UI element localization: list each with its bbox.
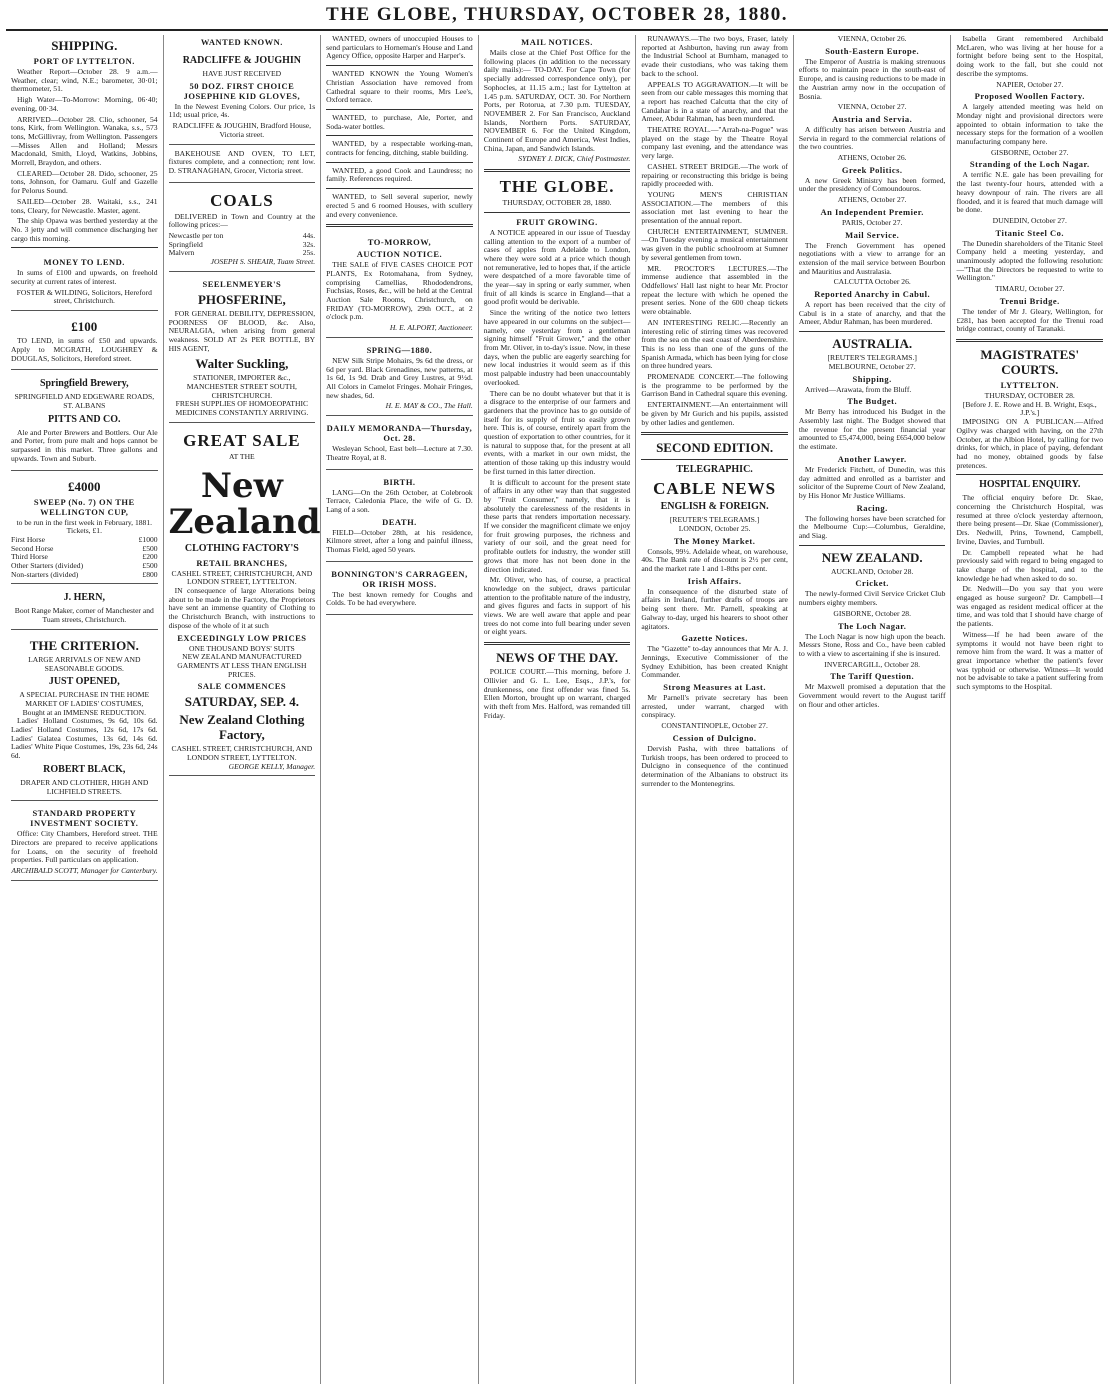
divider xyxy=(799,331,946,332)
prize-label: Second Horse xyxy=(11,543,54,553)
prize-label: Third Horse xyxy=(11,552,48,562)
cricket-title: Cricket. xyxy=(855,578,889,589)
death-text: FIELD—October 28th, at his residence, Kilmore street, after a long and painful illness, Thomas Field, aged 50 years. xyxy=(326,527,473,555)
budget-text: Mr Berry has introduced his Budget in the Assembly last night. The Budget showed that the revenue for the present financial year amounted to £5,474,000, being £654,000 below the estimate. xyxy=(798,407,946,452)
nz-title: NEW ZEALAND. xyxy=(821,549,923,565)
divider xyxy=(956,474,1103,475)
prize-value: £500 xyxy=(142,561,158,571)
cabul-title: Reported Anarchy in Cabul. xyxy=(814,289,931,300)
prize-value: £800 xyxy=(142,569,158,579)
article-paragraph: Mr. Oliver, who has, of course, a practical knowledge on the subject, draws particular attention to the profitable nature of the industry, and gives figures and facts in support of his views. We are well aware that apple and pear trees do not come into full bearing under seven or eight years. xyxy=(483,575,631,637)
suckling-title: Walter Suckling, xyxy=(195,356,289,372)
divider xyxy=(326,224,473,227)
london-date: LONDON, October 25. xyxy=(678,523,751,533)
globe-title: THE GLOBE. xyxy=(499,177,615,197)
great-sale: GREAT SALE xyxy=(183,430,301,450)
column-5 xyxy=(636,35,794,1384)
death-title: DEATH. xyxy=(382,516,417,527)
loan-amount: £100 xyxy=(71,319,98,335)
gloves-text: In the Newest Evening Colors. Our price, 1s 11d; usual price, 4s. xyxy=(168,101,316,120)
auctioneer: H. E. ALPORT, Auctioneer. xyxy=(389,323,473,333)
sweep-ad xyxy=(11,473,158,585)
coals-sign: JOSEPH S. SHEAIR, Tuam Street. xyxy=(210,257,316,267)
gazette-title: Gazette Notices. xyxy=(681,633,748,644)
nz-clothing: New Zealand Clothing Factory, xyxy=(179,712,305,743)
brewery-sub: SPRINGFIELD AND EDGEWARE ROADS, ST. ALBANS xyxy=(14,392,155,410)
criterion-ad xyxy=(11,632,158,801)
birth-text: LANG—On the 26th October, at Colebrook Terrace, Caledonia Place, the wife of G. D. Lang of a son. xyxy=(326,487,473,514)
news-item: THEATRE ROYAL.—"Arrah-na-Pogue" was played on the stage by the Theatre Royal company last evening, and the attendance was very large. xyxy=(641,125,788,161)
divider xyxy=(326,162,473,163)
column-6 xyxy=(794,35,952,1384)
mail-text: Mails close at the Chief Post Office for the following places (in addition to the necessary daily mails):— TO-DAY. For Cape Town (for specially addressed correspondence only), per Sophocles, at 11.15 a.m.; last for Lyttelton at 1.45 p.m. SATURDAY, OCT. 30. For Northern Ports, per Rotorua, at 7.30 p.m. TUESDAY, NOVEMBER 2. For San Francisco, Auckland Islands, Northern Ports. SATURDAY, NOVEMBER 6. For the United Kingdom, Continent of Europe and America, West Indies, China, Japan, and Sandwich Islands. xyxy=(483,48,631,153)
article-paragraph: A NOTICE appeared in our issue of Tuesday calling attention to the export of a number of cases of apples from Adelaide to London, where they were sold at a price which though not remunerative, led to hopes that, if the article were despatched of a more favorable time of the year—say in spring or early summer, when fruit of all kinds is scarce in England—that a good profit would be derivable. xyxy=(483,227,631,307)
money-market-title: The Money Market. xyxy=(673,535,756,546)
column-2 xyxy=(164,35,322,1384)
money-firm: FOSTER & WILDING, Solicitors, Hereford street, Christchurch. xyxy=(16,287,152,306)
wanted-item: WANTED KNOWN the Young Women's Christian Association have removed from Cathedral square to their rooms, Mrs Lee's, Oxford terrace. xyxy=(326,69,473,105)
news-item: YOUNG MEN'S CHRISTIAN ASSOCIATION.—The members of this association met last evening to hear the presentation of the annual report. xyxy=(641,189,788,226)
wanted-item: WANTED, owners of unoccupied Houses to send particulars to Horneman's House and Land Agency Office, opposite Harper and Harper's. xyxy=(326,35,473,61)
bought: Bought at an IMMENSE REDUCTION. xyxy=(22,707,146,717)
bonnington-title: BONNINGTON'S CARRAGEEN, OR IRISH MOSS. xyxy=(331,568,468,589)
athens: ATHENS, October 26. xyxy=(837,153,907,163)
memoranda-title: DAILY MEMORANDA—Thursday, Oct. 28. xyxy=(326,423,473,444)
phosferine-text: FOR GENERAL DEBILITY, DEPRESSION, POORNESS OF BLOOD, &c. Also, NEURALGIA, when arising from general weakness. SOLD AT 2s PER BOTTLE, BY HIS AGENT, xyxy=(168,308,316,353)
lyttelton-date: THURSDAY, OCTOBER 28. xyxy=(984,390,1075,400)
gloves-title: 50 DOZ. FIRST CHOICE JOSEPHINE KID GLOVES, xyxy=(183,80,301,101)
trenui-text: The tender of Mr J. Gleary, Wellington, for £281, has been accepted for the Trenui road bridge contract, county of Taranaki. xyxy=(956,306,1104,334)
woollen-text: A largely attended meeting was held on Monday night and provisional directors were appointed to obtain information to take the necessary steps for the formation of a woollen manufacturing company here. xyxy=(956,102,1104,147)
money-text: In sums of £100 and upwards, on freehold security at current rates of interest. xyxy=(11,268,158,287)
lawyer-title: Another Lawyer. xyxy=(837,453,907,464)
news-item: MR. PROCTOR'S LECTURES.—The immense audience that assembled in the Oddfellows' Hall last night to hear Mr. Proctor repeat the lecture with which he opened the present series. None of the 600 cheap tickets were obtainable. xyxy=(641,263,788,317)
woollen-title: Proposed Woollen Factory. xyxy=(974,91,1085,102)
racing-text: The following horses have been scratched for the Melbourne Cup:—Columbus, Geraldine, and Siag. xyxy=(798,513,946,541)
cricket-text: The newly-formed Civil Service Cricket Club numbers eighty members. xyxy=(798,589,946,608)
article-paragraph: There can be no doubt whatever but that it is a disgrace to the enterprise of our farmers and gardeners that the province has to go outside of itself for its supply of fruit so easily grown here. This is, of course, entirely apart from the question of exportation to other countries, for it is natural to suppose that, for the present at all events, with a market in our own midst, the attention of those taking up this industry would be first turned in this latter direction. xyxy=(483,388,631,476)
constantinople: CONSTANTINOPLE, October 27. xyxy=(661,721,768,731)
bonnington-ad xyxy=(326,564,473,615)
hern-sub: Boot Range Maker, corner of Manchester and Tuam streets, Christchurch. xyxy=(14,606,154,625)
manufactured: NEW ZEALAND MANUFACTURED GARMENTS AT LESS THAN ENGLISH PRICES. xyxy=(177,652,307,679)
divider xyxy=(326,65,473,66)
tariff-text: Mr Maxwell promised a deputation that the Government would revert to the August tariff on flour and other articles. xyxy=(798,682,946,709)
calcutta: CALCUTTA October 26. xyxy=(833,277,911,287)
port-heading: PORT OF LYTTELTON. xyxy=(33,56,135,66)
shipping-text: Arrived—Arawata, from the Bluff. xyxy=(804,384,912,394)
lyttelton-title: LYTTELTON. xyxy=(1000,379,1059,390)
costume-list: Ladies' Holland Costumes, 9s 6d, 10s 6d. Ladies' Holland Costumes, 12s 6d, 17s 6d. Ladies' Galatea Costumes, 13s 6d, 14s 6d. Ladies' White Pique Costumes, 19s, 23s 6d, 24s 6d. xyxy=(11,716,158,761)
divider xyxy=(484,642,631,645)
gisborne: GISBORNE, October 28. xyxy=(833,608,911,618)
criterion-title: THE CRITERION. xyxy=(29,637,139,653)
prize-row xyxy=(11,571,158,580)
radcliffe-title: RADCLIFFE & JOUGHIN xyxy=(182,55,302,66)
shipping-sub: Shipping. xyxy=(852,373,892,384)
retail-branches: RETAIL BRANCHES, xyxy=(196,557,288,568)
pig-text: Isabella Grant remembered Archibald McLaren, who was living at her house for a fortnight before being sent to the Hospital, doing work to the fall, but she could not describe the symptoms. xyxy=(956,35,1104,78)
seelen-title: SEELENMEYER'S xyxy=(202,278,282,289)
loch-nagar-title: The Loch Nagar. xyxy=(838,620,907,631)
news-item: ENTERTAINMENT.—An entertainment will be given by Mr Gurich and his pupils, assisted by other ladies and gentlemen. xyxy=(641,400,788,427)
greek-text: A new Greek Ministry has been formed, under the presidency of Comoundouros. xyxy=(798,175,946,194)
coal-label: Springfield xyxy=(168,239,203,249)
money-heading: MONEY TO LEND. xyxy=(43,257,125,268)
greek-new: An Independent Premier. xyxy=(820,206,924,217)
coal-value: 32s. xyxy=(302,239,316,249)
high-water: High Water—To-Morrow: Morning, 06·40; evening, 00·34. xyxy=(11,95,158,113)
trenui-title: Trenui Bridge. xyxy=(999,295,1060,306)
coals-title: COALS xyxy=(210,190,274,210)
se-text: The Emperor of Austria is making strenuous efforts to maintain peace in the south-east of Europe, and is causing reductions to be made in the Austrian army now in the occupation of Bosnia. xyxy=(798,56,946,101)
article-paragraph: Since the writing of the notice two letters have appeared in our columns on the subject—namely, one yesterday from a gentleman signing himself "Fruit Grower," and the other from Mr. Oliver, in to-day's issue. Now, in these days, when the public are eagerly searching for new local industries it would seem as if this most palpable industry had been unaccountably overlooked. xyxy=(483,308,631,387)
racing-title: Racing. xyxy=(856,502,888,513)
spring-text: NEW Silk Stripe Mohairs, 9s 6d the dress, or 6d per yard. Black Grenadines, new patterns, at 1s 6d, 1s 9d. Drab and Grey Lustres, at 9½d. All Colors in Camelot Fringes. Mohair Fringes, new shades, 6d. xyxy=(326,355,473,400)
athens2: ATHENS, October 27. xyxy=(837,195,907,205)
money-market-text: Consols, 99½. Adelaide wheat, on warehouse, 40s. The Bank rate of discount is 2½ per cent, and the market rate 1 and 1-8ths per cent. xyxy=(641,546,788,574)
weather-report: Weather Report—October 28. 9 a.m.—Weather, clear; wind, N.E.; barometer, 30·01; thermometer, 51. xyxy=(11,67,158,94)
property-sign: ARCHIBALD SCOTT, Manager for Canterbury. xyxy=(11,866,158,876)
irish-title: Irish Affairs. xyxy=(687,575,742,586)
dulcigno-text: Dervish Pasha, with three battalions of Turkish troops, has been ordered to proceed to Dulcigno in consequence of the continued determination of the Albanians to obstruct its surrender to the Montenegrins. xyxy=(641,743,788,788)
sale-text: IN consequence of large Alterations being about to be made in the Factory, the Proprietors have sent an immense quantity of Clothing to the Christchurch Branch, with instructions to dispose of the whole of it at such xyxy=(168,585,316,630)
news-title: NEWS OF THE DAY. xyxy=(496,650,618,666)
cable-news: CABLE NEWS xyxy=(653,479,777,499)
stranding-text: A terrific N.E. gale has been prevailing for the last twenty-four hours, attended with a heavy downpour of rain. The rivers are all flooded, and it is feared that much damage will be done. xyxy=(956,170,1104,215)
loan-ad xyxy=(11,313,158,370)
coal-label: Malvern xyxy=(168,248,195,258)
divider xyxy=(641,459,788,460)
strong-text: Mr Parnell's private secretary has been arrested, under warrant, charged with conspiracy. xyxy=(641,693,788,720)
divider xyxy=(799,545,946,546)
ladies-costumes: A SPECIAL PURCHASE IN THE HOME MARKET OF LADIES' COSTUMES, xyxy=(19,690,150,708)
titanic-title: Titanic Steel Co. xyxy=(995,227,1065,238)
sweep-sub: to be run in the first week in February, 1881. Tickets, £1. xyxy=(16,517,153,536)
auction-notice: AUCTION NOTICE. xyxy=(356,249,443,260)
mail-service-text: The French Government has opened negotiations with a view to arrange for an extension of the mail service between Bourbon and Mauritius and Australasia. xyxy=(798,240,946,276)
just-opened: JUST OPENED, xyxy=(48,676,120,688)
coal-value: 44s. xyxy=(302,231,316,241)
bakehouse-ad xyxy=(169,147,316,183)
radcliffe-ad xyxy=(169,49,316,145)
masthead-title: THE GLOBE, THURSDAY, OCTOBER 28, 1880. xyxy=(326,4,788,25)
article-title: FRUIT GROWING. xyxy=(516,216,598,227)
property-title: STANDARD PROPERTY INVESTMENT SOCIETY. xyxy=(30,808,139,829)
black-sub: DRAPER AND CLOTHIER, HIGH AND LICHFIELD STREETS. xyxy=(20,777,149,796)
shipping-note: The ship Opawa was berthed yesterday at the No. 3 jetty and will commence discharging her cargo this morning. xyxy=(11,216,158,243)
lyttelton-before: [Before J. E. Rowe and H. B. Wright, Esqs., J.P.'s.] xyxy=(962,399,1097,418)
column-7 xyxy=(951,35,1108,1384)
pitts-text: Ale and Porter Brewers and Bottlers. Our Ale and Porter, from pure malt and hops cannot be surpassed in this market. Three gallons and upwards. Town and Suburb. xyxy=(11,427,158,463)
tariff-title: The Tariff Question. xyxy=(830,671,915,682)
melbourne: MELBOURNE, October 27. xyxy=(828,361,916,371)
telegraphic: TELEGRAPHIC. xyxy=(676,464,753,476)
lyttelton-text: IMPOSING ON A PUBLICAN.—Alfred Ogilvy was charged with having, on the 27th October, at the Albion Hotel, by calling for two drinks, for which, in place of paying, defendant had no money, obtained goods by false pretences. xyxy=(956,417,1104,470)
column-3 xyxy=(321,35,479,1384)
arrived: ARRIVED—October 28. Clio, schooner, 54 tons, Kirk, from Wellington. Wanaka, s.s., 573 tons, McGillivray, from Wellington. Passengers—Misses Allen and Holland; Messrs Macdonald, Smith, Lloyd, Watkins, Jobbins, Morrell, Braydon, and others. xyxy=(11,114,158,168)
criterion-sub: LARGE ARRIVALS OF NEW AND SEASONABLE GOODS. xyxy=(28,654,141,673)
clothing-factory: CLOTHING FACTORY'S xyxy=(184,542,299,554)
retail-addr: CASHEL STREET, CHRISTCHURCH, AND LONDON STREET, LYTTELTON. xyxy=(171,568,313,587)
coal-label: Newcastle per ton xyxy=(168,231,224,241)
reuter: [REUTER'S TELEGRAMS.] xyxy=(669,515,760,525)
memoranda-text: Wesleyan School, East belt—Lecture at 7.30. Theatre Royal, at 8. xyxy=(326,444,473,462)
memoranda xyxy=(326,418,473,469)
coals-ad xyxy=(169,185,316,272)
titanic-text: The Dunedin shareholders of the Titanic Steel Company held a meeting yesterday, and unanimously adopted the following resolution:—"That the Directors be requested to write to Wellington." xyxy=(956,238,1104,283)
austria-title: Austria and Servia. xyxy=(832,113,913,124)
timaru: TIMARU, October 27. xyxy=(994,284,1065,294)
at-the: AT THE xyxy=(229,451,255,461)
sweep-amount: £4000 xyxy=(68,478,101,494)
have-just: HAVE JUST RECEIVED xyxy=(202,69,282,78)
napier: NAPIER, October 27. xyxy=(996,79,1064,89)
homeopathic: FRESH SUPPLIES OF HOMOEOPATHIC MEDICINES CONSTANTLY ARRIVING. xyxy=(175,399,309,418)
divider xyxy=(484,169,631,172)
strong-title: Strong Measures at Last. xyxy=(663,682,767,693)
divider xyxy=(956,339,1103,342)
vienna: VIENNA, October 26. xyxy=(837,35,907,43)
paris: PARIS, October 27. xyxy=(841,217,903,227)
divider xyxy=(326,135,473,136)
radcliffe-addr: RADCLIFFE & JOUGHIN, Bradford House, Victoria street. xyxy=(172,121,312,139)
prize-value: £1000 xyxy=(138,534,158,544)
nz-addr: CASHEL STREET, CHRISTCHURCH, AND LONDON STREET, LYTTELTON. xyxy=(171,744,313,763)
wanted-item: WANTED, to purchase, Ale, Porter, and Soda-water bottles. xyxy=(326,112,473,131)
news-item: CASHEL STREET BRIDGE.—The work of repairing or reconstructing this bridge is being rapidly proceeded with. xyxy=(641,161,788,189)
dunedin: DUNEDIN, October 27. xyxy=(992,215,1067,225)
mail-sign: SYDNEY J. DICK, Chief Postmaster. xyxy=(518,154,631,164)
wanted-item: WANTED, to Sell several superior, newly erected 5 and 6 roomed Houses, with scullery and every convenience. xyxy=(326,192,473,219)
cleared: CLEARED—October 28. Dido, schooner, 25 tons, Johnson, for Oamaru. Gulf and Gazelle for Pelorus Sound. xyxy=(11,168,158,196)
money-ad xyxy=(11,252,158,311)
birth-notice xyxy=(326,472,473,562)
brewery-ad xyxy=(11,372,158,470)
english-foreign: ENGLISH & FOREIGN. xyxy=(660,501,769,513)
sailed: SAILED—October 28. Waitaki, s.s., 241 tons, Cleary, for Newcastle. Master, agent. xyxy=(11,196,158,215)
property-text: Office: City Chambers, Hereford street. THE Directors are prepared to receive applications for Loans, on the security of freehold properties. Full particulars on application. xyxy=(11,829,158,865)
column-4 xyxy=(479,35,637,1384)
article-paragraph: It is difficult to account for the present state of affairs in any other way than that suggested by "Fruit Consumer," namely, that it is absolutely the carelessness of the residents in these parts that renders importation necessary. If we consider the magnificent climate we enjoy for fruit growing purposes, the richness and variety of our soil, and the great need for profitable outlets for industry, the wonder still grows that more has not been done in the direction indicated. xyxy=(483,477,631,574)
divider xyxy=(11,247,158,248)
hospital-text: Dr. Campbell repeated what he had previously said with regard to being engaged to take charge of the hospital, and to the knowledge he had when asked to do so. xyxy=(956,547,1104,583)
sale-commences: SALE COMMENCES xyxy=(197,681,287,692)
loch-text: The Loch Nagar is now high upon the beach. Messrs Stone, Ross and Co., have been cabled to with a view to ascertaining if she is insured. xyxy=(798,631,946,658)
news-item: PROMENADE CONCERT.—The following is the programme to be performed by the Garrison Band in Cathedral square this evening. xyxy=(641,372,788,399)
divider xyxy=(326,109,473,110)
coals-text: DELIVERED in Town and Country at the following prices:— xyxy=(168,211,316,230)
phosferine-title: PHOSFERINE, xyxy=(197,291,286,307)
sweep-title: SWEEP (No. 7) ON THE WELLINGTON CUP, xyxy=(33,496,135,517)
loan-text: TO LEND, in sums of £50 and upwards. Apply to MCGRATH, LOUGHREY & DOUGLAS, Solicitors, Hereford street. xyxy=(11,336,158,363)
brewery-title: Springfield Brewery, xyxy=(39,378,129,390)
suckling-sub: STATIONER, IMPORTER &c., MANCHESTER STREET SOUTH, CHRISTCHURCH. xyxy=(186,373,297,400)
mail-service: Mail Service. xyxy=(845,229,900,240)
hospital-text: Dr. Nedwill—Do you say that you were engaged as house surgeon? Dr. Campbell—I was engaged as resident medical officer at the time, and was told that I should have charge of the patients. xyxy=(956,584,1104,629)
prize-value: £500 xyxy=(142,543,158,553)
hern-title: J. HERN, xyxy=(63,592,105,604)
second-edition: SECOND EDITION. xyxy=(656,440,774,456)
pitts-title: PITTS AND CO. xyxy=(48,413,121,425)
prize-list xyxy=(11,536,158,580)
stranding-title: Stranding of the Loch Nagar. xyxy=(969,159,1090,170)
divider xyxy=(641,432,788,435)
auction-text: THE SALE of FIVE CASES CHOICE POT PLANTS, Ex Rotomahana, from Sydney, comprising Camellias, Rhododendrons, Fuchsias, Roses, &c., will be held at the Central Auction Sale Rooms, Christchurch, on FRIDAY (TO-MORROW), 29th OCT., at 2 o'clock p.m. xyxy=(326,260,473,322)
bakehouse-text: BAKEHOUSE AND OVEN, TO LET, fixtures complete, and a connection; rent low. D. STRANAGHAN, Grocer, Victoria street. xyxy=(168,148,316,175)
birth-title: BIRTH. xyxy=(383,476,416,487)
divider xyxy=(484,212,631,213)
south-eastern: South-Eastern Europe. xyxy=(825,45,920,56)
news-item: CHURCH ENTERTAINMENT, SUMNER.—On Tuesday evening a musical entertainment was given in the public schoolroom at Sumner by several gentlemen from town. xyxy=(641,226,788,262)
prize-label: Other Starters (divided) xyxy=(11,561,84,571)
lawyer-text: Mr Frederick Fitchett, of Dunedin, was this day admitted and enrolled as a barrister and solicitor of the Supreme Court of New Zealand, by His Honor Mr Justice Williams. xyxy=(798,464,946,500)
wanted-item: WANTED, a good Cook and Laundress; no family. References required. xyxy=(326,165,473,184)
mail-title: MAIL NOTICES. xyxy=(521,37,593,47)
new-zealand-title: New Zealand xyxy=(168,465,321,542)
vienna2: VIENNA, October 27. xyxy=(837,102,907,112)
irish-text: In consequence of the disturbed state of affairs in Ireland, further drafts of troops are being sent there. Mr. Parnell, speaking at Galway to-day, urged his hearers to shoot other agitators. xyxy=(641,586,788,631)
great-sale-ad xyxy=(168,425,321,777)
greek-title: Greek Politics. xyxy=(841,164,903,175)
auction-ad xyxy=(326,232,473,338)
low-prices: EXCEEDINGLY LOW PRICES xyxy=(177,632,307,643)
column-1 xyxy=(6,35,164,1384)
spring-title: SPRING—1880. xyxy=(366,344,433,355)
budget-title: The Budget. xyxy=(847,396,898,407)
prize-value: £200 xyxy=(142,552,158,562)
shipping-heading: SHIPPING. xyxy=(51,38,118,53)
sale-date: SATURDAY, SEP. 4. xyxy=(184,694,299,710)
magistrates-title: MAGISTRATES' COURTS. xyxy=(980,346,1080,377)
auckland: AUCKLAND, October 28. xyxy=(831,566,914,576)
hospital-text: Witness—If he had been aware of the symptoms it would not have been right to remove him from the ward. It was a matter of great importance whether the patient's fever was typhoid or otherwise. Witness—It would not be advisable to take a patient suffering from such symptoms to the Hospital. xyxy=(956,629,1104,692)
reuter-specials: [REUTER'S TELEGRAMS.] xyxy=(827,353,917,363)
news-item: APPEALS TO AGGRAVATION.—It will be seen from our cable messages this morning that a report has reached Calcutta that the city of Candahar is in a state of anarchy, and that the Ameer, Abdur Rahman, has been murdered. xyxy=(641,79,788,124)
news-item: RUNAWAYS.—The two boys, Fraser, lately reported at Ashburton, having run away from the Industrial School at Burnham, managed to evade their custodians, who was taking them back to the school. xyxy=(641,35,788,78)
news-text: POLICE COURT.—This morning, before J. Ollivier and G. L. Lee, Esqs., J.P.'s, for drunkenness, one first offender was fined 5s. Ellen Morton, brought up on warrant, charged with theft from Mrs. Halford, was remanded till Friday. xyxy=(483,667,631,720)
invercargill: INVERCARGILL, October 28. xyxy=(824,659,921,669)
hospital-text: The official enquiry before Dr. Skae, concerning the Christchurch Hospital, was resumed at three o'clock yesterday afternoon, there being present—Dr. Skae (Commissioner), Drs. Nedwill, Prins, Townend, Campbell, Irvine, Davies, and Turnbull. xyxy=(956,493,1104,546)
austria-text: A difficulty has arisen between Austria and Servia in regard to the commercial relations of the two countries. xyxy=(798,124,946,152)
prize-label: Non-starters (divided) xyxy=(11,569,79,579)
kelly-sign: GEORGE KELLY, Manager. xyxy=(228,761,316,771)
hospital-title: HOSPITAL ENQUIRY. xyxy=(979,479,1081,491)
spring-sign: H. E. MAY & CO., The Hall. xyxy=(385,401,473,411)
gisborne2: GISBORNE, October 27. xyxy=(990,147,1069,157)
phosferine-ad xyxy=(169,274,316,423)
property-ad xyxy=(11,803,158,881)
spring-ad xyxy=(326,340,473,416)
columns xyxy=(6,35,1108,1384)
wanted-heading: WANTED KNOWN. xyxy=(200,37,283,47)
prize-label: First Horse xyxy=(11,534,45,544)
wanted-item: WANTED, by a respectable working-man, contracts for fencing, ditching, stable building. xyxy=(326,139,473,158)
to-morrow: TO-MORROW, xyxy=(367,237,432,248)
coal-value: 25s. xyxy=(302,248,316,258)
masthead xyxy=(6,4,1108,31)
australia-title: AUSTRALIA. xyxy=(832,336,913,352)
boys-suits: ONE THOUSAND BOYS' SUITS xyxy=(189,643,295,653)
cabul-text: A report has been received that the city of Cabul is in a state of anarchy, and that the Ameer, Abdur Rahman, has been murdered. xyxy=(798,300,946,327)
divider xyxy=(326,188,473,189)
hern-ad xyxy=(11,586,158,629)
bonnington-text: The best known remedy for Coughs and Colds. To be had everywhere. xyxy=(326,589,473,608)
gazette-text: The "Gazette" to-day announces that Mr A. J. Jennings, Executive Commissioner of the Sydney Exhibition, has been created Knight Commander. xyxy=(641,644,788,680)
globe-date: THURSDAY, OCTOBER 28, 1880. xyxy=(502,198,612,208)
black-title: ROBERT BLACK, xyxy=(43,763,126,775)
dulcigno-title: Cession of Dulcigno. xyxy=(672,732,757,743)
news-item: AN INTERESTING RELIC.—Recently an interesting relic of stirring times was recovered from the sea on the east coast of Aberdeenshire. This is no less than one of the guns of the Spanish Armada, which has been lying for close on three hundred years. xyxy=(641,317,788,371)
